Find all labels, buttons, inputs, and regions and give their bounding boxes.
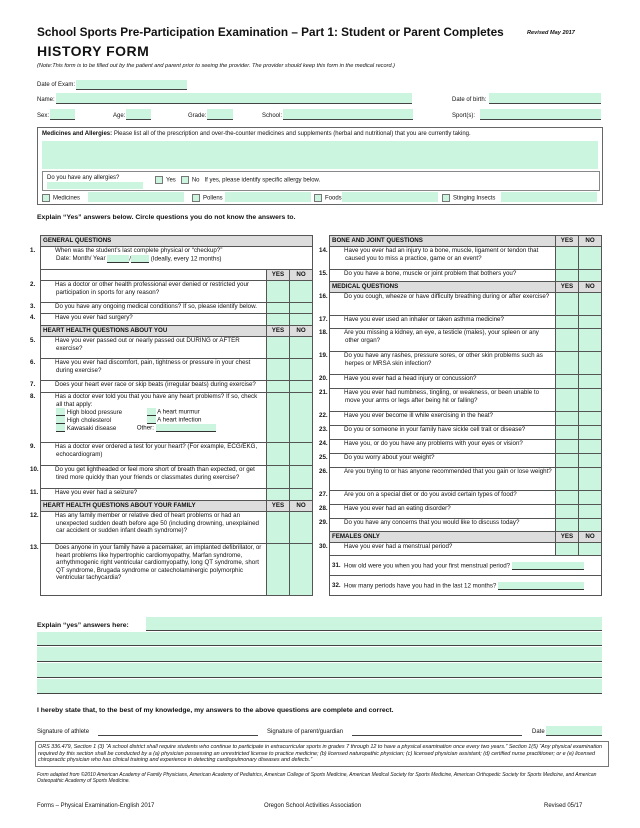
q17-no[interactable] <box>579 316 602 329</box>
q27-no[interactable] <box>579 491 602 505</box>
q6-yes[interactable] <box>267 359 290 381</box>
school-input[interactable] <box>283 109 413 120</box>
no-header: NO <box>290 270 313 281</box>
sports-label: Sport(s): <box>452 113 476 119</box>
q8-chol-check[interactable] <box>56 416 65 424</box>
q20-yes[interactable] <box>556 375 579 389</box>
q13-no[interactable] <box>290 544 313 596</box>
q9-yes[interactable] <box>267 443 290 466</box>
q11-yes[interactable] <box>267 489 290 501</box>
stinging-insects-label: Stinging Insects <box>453 195 496 202</box>
question-29: 29. Do you have any concerns that you would like to discuss today? <box>330 519 556 532</box>
sex-label: Sex: <box>37 113 50 119</box>
q4-no[interactable] <box>290 314 313 326</box>
q3-yes[interactable] <box>267 303 290 314</box>
q22-yes[interactable] <box>556 412 579 426</box>
question-17: 17. Have you ever used an inhaler or taken asthma medicine? <box>330 316 556 329</box>
q31-input[interactable] <box>512 562 584 570</box>
q7-no[interactable] <box>290 381 313 393</box>
question-18: 18. Are you missing a kidney, an eye, a testicle (males), your spleen or any other organ? <box>330 329 556 352</box>
athlete-signature-input[interactable] <box>98 726 258 736</box>
q2-yes[interactable] <box>267 281 290 303</box>
form-title: HISTORY FORM <box>37 43 150 59</box>
age-input[interactable] <box>126 109 151 120</box>
sex-input[interactable] <box>50 109 75 120</box>
question-24: 24. Have you, or do you have any problems with your eyes or vision? <box>330 440 556 454</box>
q13-yes[interactable] <box>267 544 290 596</box>
medicines-box <box>37 127 603 205</box>
q8-hbp-check[interactable] <box>56 408 65 416</box>
school-label: School: <box>262 113 283 119</box>
question-15: 15. Do you have a bone, muscle or joint problem that bothers you? <box>330 270 556 282</box>
q5-yes[interactable] <box>267 337 290 359</box>
medicines-label: Medicines and Allergies: <box>42 131 113 137</box>
explain-line-4[interactable] <box>37 663 602 678</box>
q8-no[interactable] <box>290 393 313 443</box>
q8-infect-check[interactable] <box>147 416 156 424</box>
pollens-checkbox[interactable] <box>192 194 200 202</box>
q9-no[interactable] <box>290 443 313 466</box>
stinging-insects-checkbox[interactable] <box>442 194 450 202</box>
question-8: 8. Has a doctor ever told you that you have any heart problems? If so, check all that apply: High blood pressure A heart murmur High cholesterol A heart infection Kawasaki disease Other: <box>41 393 267 443</box>
ors-statute-box: ORS 336.479, Section 1 (3) “A school district shall require students who continue to participate in extracurricular sports in grades 7 through 12 to have a physical examination once every two years.” Section 1(5) “Any physical examination required by this section shall be conducted by a (a) physician possessing an unrestricted license to practice medicine; (b) licensed naturopathic physician; (c) licensed physician assistant; (d) certified nurse practitioner; or e (e) licensed chiropractic physician who has clinical training and experience in detecting cardiopulmonary diseases and defects.” <box>35 741 609 767</box>
q19-yes[interactable] <box>556 352 579 375</box>
females-only-header: FEMALES ONLY <box>330 532 556 543</box>
yes-header: YES <box>267 270 290 281</box>
foods-checkbox[interactable] <box>314 194 322 202</box>
q23-yes[interactable] <box>556 426 579 440</box>
medical-header: MEDICAL QUESTIONS <box>330 282 556 293</box>
attestation-statement: I hereby state that, to the best of my knowledge, my answers to the above questions are complete and correct. <box>37 707 394 714</box>
q15-yes[interactable] <box>556 270 579 282</box>
allergies-question: Do you have any allergies? <box>47 175 120 181</box>
dob-label: Date of birth: <box>452 97 487 103</box>
grade-label: Grade: <box>188 113 207 119</box>
question-9: 9. Has a doctor ever ordered a test for your heart? (For example, ECG/EKG, echocardiogram) <box>41 443 267 466</box>
q10-yes[interactable] <box>267 466 290 489</box>
q21-yes[interactable] <box>556 389 579 412</box>
form-note: (Note:This form is to be filled out by the patient and parent prior to seeing the provider. The provider should keep this form in the medical record.) <box>37 63 395 69</box>
q8-yes[interactable] <box>267 393 290 443</box>
q32-input[interactable] <box>498 582 584 590</box>
date-of-exam-input[interactable] <box>76 80 187 90</box>
allergies-yes-checkbox[interactable] <box>155 176 163 184</box>
q1-month-input[interactable] <box>107 255 129 263</box>
medicines-instructions: Please list all of the prescription and over-the-counter medicines and supplements (herbal and nutritional) that you are currently taking. <box>113 131 471 137</box>
heart-family-header: HEART HEALTH QUESTIONS ABOUT YOUR FAMILY <box>41 501 267 512</box>
medicines-checkbox[interactable] <box>42 194 50 202</box>
q24-yes[interactable] <box>556 440 579 454</box>
adapted-notice: Form adapted from ©2010 American Academy of Family Physicians, American Academy of Pediatrics, American College of Sports Medicine, American Medical Society for Sports Medicine, American Orthopedic Society for Sports Medicine, and American Osteopathic Academy of Sports Medicine. <box>37 772 597 785</box>
q25-yes[interactable] <box>556 454 579 468</box>
explain-here-label: Explain “yes” answers here: <box>37 622 129 629</box>
question-4: 4. Have you ever had surgery? <box>41 314 267 326</box>
q18-no[interactable] <box>579 329 602 352</box>
question-12: 12. Has any family member or relative died of heart problems or had an unexpected sudden death before age 50 (including drowning, unexplained car accident or sudden infant death syndrome)? <box>41 512 267 544</box>
sports-input[interactable] <box>480 109 601 120</box>
q12-yes[interactable] <box>267 512 290 544</box>
left-questions-table: GENERAL QUESTIONS 1. When was the student’s last complete physical or “checkup?” Date: Month/ Year (Ideally, every 12 months) YES NO 2. Has a doctor or other health professional ever denied or restricted your participation in sports for any reason? 3. Do you have any ongoing medical conditions? If so, please identify below. 4. Have you ever had surgery? HEART HEALTH QUESTIONS ABOUT YOU YES NO 5. Have you ever passed out or nearly passed out DURING or AFTER exercise? 6. Have you ever had discomfort, pain, tightness or pressure in your chest during exercise? 7. Does your heart ever race or skip beats (irregular beats) during exercise? 8. Has a doctor ever told you that you have any heart problems? If so, check all that apply: High blood pressure A heart murmur High cholesterol A heart infection Kawasaki disease Other: 9. Has a doctor ever ordered a test for your heart? (For example, ECG/EKG, echocardiogram) 10. Do you get lightheaded or feel more short of breath than expected, or get tired more quickly than your friends or classmates during exercise? 11. Have you ever had a seizure? HEART HEALTH QUESTIONS ABOUT YOUR FAMILY YES NO 12. Has any family member or relative died of heart problems or had an unexpected sudden death before age 50 (including drowning, unexplained car accident or sudden infant death syndrome)? 13. Does anyone in your family have a pacemaker, an implanted defibrillator, or heart problems like hypertrophic cardiomyopathy, Marfan syndrome, arrhythmogenic right ventricular cardiomyopathy, long QT syndrome, short QT syndrome, Brugada syndrome or catecholaminergic polymorphic ventricular tachycardia? <box>40 235 313 596</box>
question-13: 13. Does anyone in your family have a pacemaker, an implanted defibrillator, or heart problems like hypertrophic cardiomyopathy, Marfan syndrome, arrhythmogenic right ventricular cardiomyopathy, long QT syndrome, short QT syndrome, Brugada syndrome or catecholaminergic polymorphic ventricular tachycardia? <box>41 544 267 596</box>
question-10: 10. Do you get lightheaded or feel more short of breath than expected, or get tired more quickly than your friends or classmates during exercise? <box>41 466 267 489</box>
explain-line-5[interactable] <box>37 679 602 694</box>
date-label: Date <box>532 729 545 735</box>
q17-yes[interactable] <box>556 316 579 329</box>
q18-yes[interactable] <box>556 329 579 352</box>
allergies-no-checkbox[interactable] <box>181 176 189 184</box>
general-questions-header: GENERAL QUESTIONS <box>41 236 313 247</box>
medicines-input[interactable] <box>42 141 598 169</box>
question-14: 14. Have you ever had an injury to a bone, muscle, ligament or tendon that caused you to miss a practice, game or an event? <box>330 247 556 270</box>
question-19: 19. Do you have any rashes, pressure sores, or other skin problems such as herpes or MRSA skin infection? <box>330 352 556 375</box>
name-input[interactable] <box>56 93 412 104</box>
q30-yes[interactable] <box>556 543 579 556</box>
question-16: 16. Do you cough, wheeze or have difficulty breathing during or after exercise? <box>330 293 556 316</box>
form-header-title: School Sports Pre-Participation Examination – Part 1: Student or Parent Completes <box>37 25 504 39</box>
foods-input[interactable] <box>342 192 438 202</box>
q11-no[interactable] <box>290 489 313 501</box>
question-27: 27. Are you on a special diet or do you avoid certain types of food? <box>330 491 556 505</box>
grade-input[interactable] <box>207 109 233 120</box>
q29-no[interactable] <box>579 519 602 532</box>
athlete-signature-label: Signature of athlete <box>37 729 90 735</box>
q14-no[interactable] <box>579 247 602 270</box>
q5-no[interactable] <box>290 337 313 359</box>
revised-label: Revised May 2017 <box>527 30 575 36</box>
q28-no[interactable] <box>579 505 602 519</box>
bone-joint-header: BONE AND JOINT QUESTIONS <box>330 236 556 247</box>
question-31: 31. How old were you when you had your first menstrual period? <box>330 556 602 576</box>
medicines-allergy-label: Medicines <box>53 195 81 202</box>
question-21: 21. Have you ever had numbness, tingling, or weakness, or been unable to move your arms or legs after being hit or falling? <box>330 389 556 412</box>
question-11: 11. Have you ever had a seizure? <box>41 489 267 501</box>
right-questions-table: BONE AND JOINT QUESTIONS YES NO 14. Have you ever had an injury to a bone, muscle, ligament or tendon that caused you to miss a practice, game or an event? 15. Do you have a bone, muscle or joint problem that bothers you? MEDICAL QUESTIONS YES NO 16. Do you cough, wheeze or have difficulty breathing during or after exercise? 17. Have you ever used an inhaler or taken asthma medicine? 18. Are you missing a kidney, an eye, a testicle (males), your spleen or any other organ? 19. Do you have any rashes, pressure sores, or other skin problems such as herpes or MRSA skin infection? 20. Have you ever had a head injury or concussion? 21. Have you ever had numbness, tingling, or weakness, or been unable to move your arms or legs after being hit or falling? 22. Have you ever become ill while exercising in the heat? 23. Do you or someone in your family have sickle cell trait or disease? 24. Have you, or do you have any problems with your eyes or vision? 25. Do you worry about your weight? 26. Are you trying to or has anyone recommended that you gain or lose weight? 27. Are you on a special diet or do you avoid certain types of food? 28. Have you ever had an eating disorder? 29. Do you have any concerns that you would like to discuss today? FEMALES ONLY YES NO 30. Have you ever had a menstrual period? 31. How old were you when you had your first menstrual period? 32. How many periods have you had in the last 12 months? <box>329 235 602 596</box>
question-20: 20. Have you ever had a head injury or concussion? <box>330 375 556 389</box>
q1-year-input[interactable] <box>131 255 149 263</box>
q28-yes[interactable] <box>556 505 579 519</box>
footer-center: Oregon School Activities Association <box>264 803 362 809</box>
q14-yes[interactable] <box>556 247 579 270</box>
heart-you-header: HEART HEALTH QUESTIONS ABOUT YOU <box>41 326 267 337</box>
name-label: Name: <box>37 97 55 103</box>
q8-murmur-check[interactable] <box>147 408 156 416</box>
allergies-note-input[interactable] <box>47 182 143 189</box>
q8-other-input[interactable] <box>156 424 216 432</box>
question-3: 3. Do you have any ongoing medical conditions? If so, please identify below. <box>41 303 267 314</box>
pollens-label: Pollens <box>203 195 223 202</box>
q20-no[interactable] <box>579 375 602 389</box>
q21-no[interactable] <box>579 389 602 412</box>
dob-input[interactable] <box>489 93 601 104</box>
question-22: 22. Have you ever become ill while exercising in the heat? <box>330 412 556 426</box>
question-25: 25. Do you worry about your weight? <box>330 454 556 468</box>
q10-no[interactable] <box>290 466 313 489</box>
question-23: 23. Do you or someone in your family have sickle cell trait or disease? <box>330 426 556 440</box>
question-28: 28. Have you ever had an eating disorder? <box>330 505 556 519</box>
date-of-exam-label: Date of Exam: <box>37 82 76 88</box>
q27-yes[interactable] <box>556 491 579 505</box>
allergies-yes-label: Yes <box>166 177 176 184</box>
q29-yes[interactable] <box>556 519 579 532</box>
q4-yes[interactable] <box>267 314 290 326</box>
footer-left: Forms – Physical Examination-English 2017 <box>37 803 155 809</box>
q25-no[interactable] <box>579 454 602 468</box>
explain-instructions: Explain “Yes” answers below. Circle questions you do not know the answers to. <box>37 214 296 221</box>
age-label: Age: <box>113 113 126 119</box>
pollens-input[interactable] <box>225 192 311 202</box>
q7-yes[interactable] <box>267 381 290 393</box>
q3-no[interactable] <box>290 303 313 314</box>
q16-no[interactable] <box>579 293 602 316</box>
question-32: 32. How many periods have you had in the last 12 months? <box>330 576 602 596</box>
footer-right: Revised 05/17 <box>544 803 583 809</box>
q23-no[interactable] <box>579 426 602 440</box>
q19-no[interactable] <box>579 352 602 375</box>
explain-line-1[interactable] <box>146 617 602 631</box>
parent-signature-label: Signature of parent/guardian <box>267 729 344 735</box>
question-1: 1. When was the student’s last complete physical or “checkup?” Date: Month/ Year (Ideally, every 12 months) <box>41 247 313 270</box>
question-7: 7. Does your heart ever race or skip beats (irregular beats) during exercise? <box>41 381 267 393</box>
parent-signature-input[interactable] <box>352 726 522 736</box>
medicines-allergy-input[interactable] <box>88 192 184 202</box>
q30-no[interactable] <box>579 543 602 556</box>
question-5: 5. Have you ever passed out or nearly passed out DURING or AFTER exercise? <box>41 337 267 359</box>
question-26: 26. Are you trying to or has anyone recommended that you gain or lose weight? <box>330 468 556 491</box>
question-6: 6. Have you ever had discomfort, pain, tightness or pressure in your chest during exercise? <box>41 359 267 381</box>
q8-kawasaki-check[interactable] <box>56 424 65 432</box>
q6-no[interactable] <box>290 359 313 381</box>
q26-yes[interactable] <box>556 468 579 491</box>
foods-label: Foods <box>325 195 342 202</box>
signature-date-input[interactable] <box>546 726 602 736</box>
q26-no[interactable] <box>579 468 602 491</box>
explain-line-3[interactable] <box>37 647 602 662</box>
stinging-insects-input[interactable] <box>501 192 597 202</box>
q12-no[interactable] <box>290 512 313 544</box>
q24-no[interactable] <box>579 440 602 454</box>
q22-no[interactable] <box>579 412 602 426</box>
allergies-no-label: No <box>191 177 200 184</box>
question-30: 30. Have you ever had a menstrual period? <box>330 543 556 556</box>
q16-yes[interactable] <box>556 293 579 316</box>
question-2: 2. Has a doctor or other health professional ever denied or restricted your participation in sports for any reason? <box>41 281 267 303</box>
q2-no[interactable] <box>290 281 313 303</box>
q15-no[interactable] <box>579 270 602 282</box>
allergies-if-yes: If yes, please identify specific allergy below. <box>204 177 321 184</box>
explain-line-2[interactable] <box>37 632 602 646</box>
